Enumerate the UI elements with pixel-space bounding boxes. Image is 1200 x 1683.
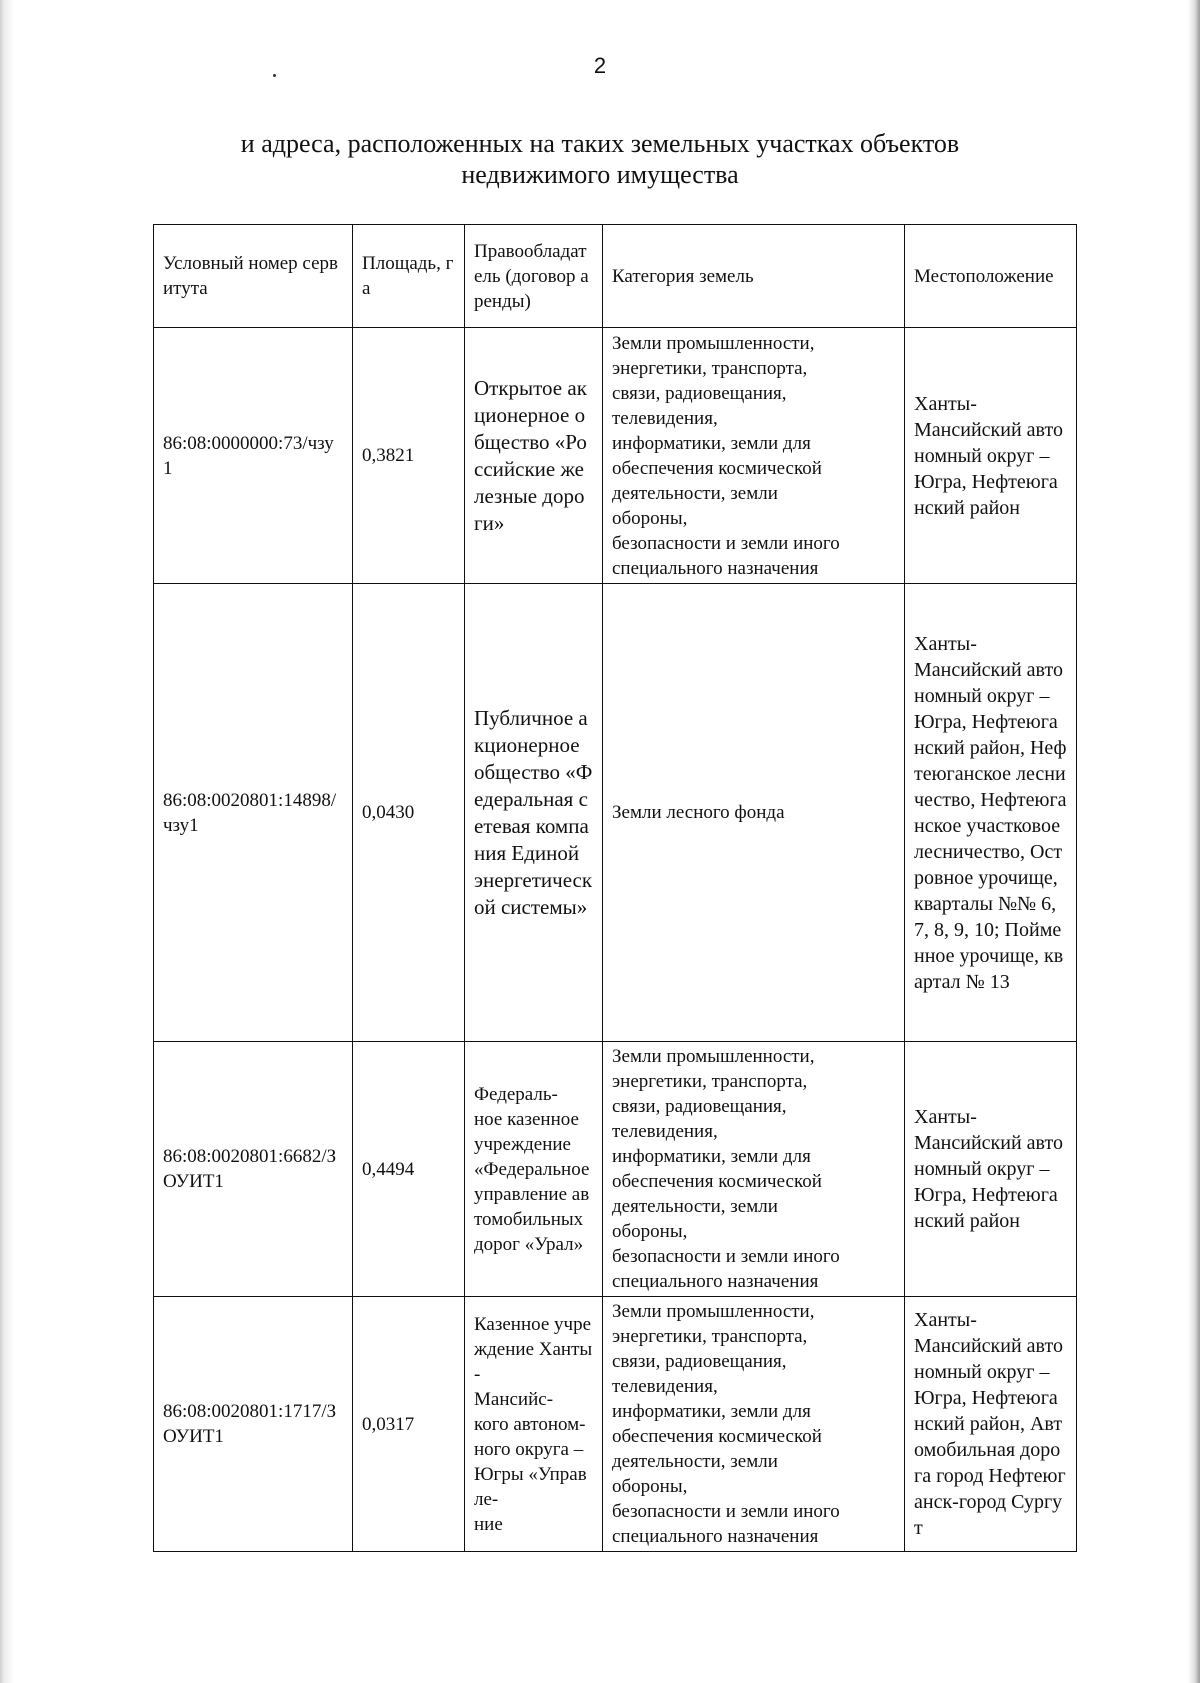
cell-servitude-number: 86:08:0020801:6682/ЗОУИТ1 (154, 1042, 353, 1297)
cell-servitude-number: 86:08:0000000:73/чзу1 (154, 328, 353, 584)
cell-location: Ханты- Мансийский автономный округ – Югра, Нефтеюганский район, Автомобильная дорога город Нефтеюганск-город Сургут (905, 1297, 1077, 1552)
servitude-table (153, 224, 1077, 1552)
heading-line-2: недвижимого имущества (461, 160, 739, 189)
page-number: 2 (593, 53, 607, 78)
cell-location: Ханты- Мансийский автономный округ – Югра, Нефтеюганский район, Нефтеюганское лесничество, Нефтеюганское участковое лесничество, Островное урочище, кварталы №№ 6, 7, 8, 9, 10; Пойменное урочище, квартал № 13 (905, 584, 1077, 1042)
cell-right-holder: Открытое акционерное общество «Российские железные дороги» (465, 328, 603, 584)
table-row (154, 328, 1077, 584)
cell-right-holder: Казенное учреждение Ханты- Мансийс- кого автоном- ного округа –Югры «Управле- ние (465, 1297, 603, 1552)
cell-servitude-number: 86:08:0020801:14898/чзу1 (154, 584, 353, 1042)
cell-area: 0,0317 (353, 1297, 465, 1552)
scan-speck (273, 74, 276, 77)
cell-area: 0,0430 (353, 584, 465, 1042)
header-land-category: Категория земель (603, 225, 905, 328)
scan-edge-right (1188, 0, 1200, 1683)
cell-location: Ханты- Мансийский автономный округ – Югра, Нефтеюганский район (905, 328, 1077, 584)
cell-right-holder: Федераль- ное казенное учреждение «Федеральное управление автомобильных дорог «Урал» (465, 1042, 603, 1297)
header-servitude-number: Условный номер сервитута (154, 225, 353, 328)
header-area: Площадь, га (353, 225, 465, 328)
table-row (154, 584, 1077, 1042)
header-right-holder: Правообладатель (договор аренды) (465, 225, 603, 328)
cell-right-holder: Публичное акционерное общество «Федеральная сетевая компания Единой энергетической системы» (465, 584, 603, 1042)
cell-area: 0,3821 (353, 328, 465, 584)
scan-edge-left (0, 0, 14, 1683)
table-row (154, 1297, 1077, 1552)
cell-location: Ханты- Мансийский автономный округ – Югра, Нефтеюганский район (905, 1042, 1077, 1297)
document-heading (150, 128, 1050, 190)
cell-land-category: Земли промышленности, энергетики, транспорта, связи, радиовещания, телевидения, информатики, земли для обеспечения космической деятельности, земли обороны, безопасности и земли иного специального назначения (603, 1042, 905, 1297)
cell-land-category: Земли промышленности, энергетики, транспорта, связи, радиовещания, телевидения, информатики, земли для обеспечения космической деятельности, земли обороны, безопасности и земли иного специального назначения (603, 1297, 905, 1552)
cell-land-category: Земли лесного фонда (603, 584, 905, 1042)
header-location: Местоположение (905, 225, 1077, 328)
cell-servitude-number: 86:08:0020801:1717/ЗОУИТ1 (154, 1297, 353, 1552)
heading-line-1: и адреса, расположенных на таких земельных участках объектов (240, 129, 960, 158)
cell-area: 0,4494 (353, 1042, 465, 1297)
table-header-row (154, 225, 1077, 328)
cell-land-category: Земли промышленности, энергетики, транспорта, связи, радиовещания, телевидения, информатики, земли для обеспечения космической деятельности, земли обороны, безопасности и земли иного специального назначения (603, 328, 905, 584)
table-row (154, 1042, 1077, 1297)
